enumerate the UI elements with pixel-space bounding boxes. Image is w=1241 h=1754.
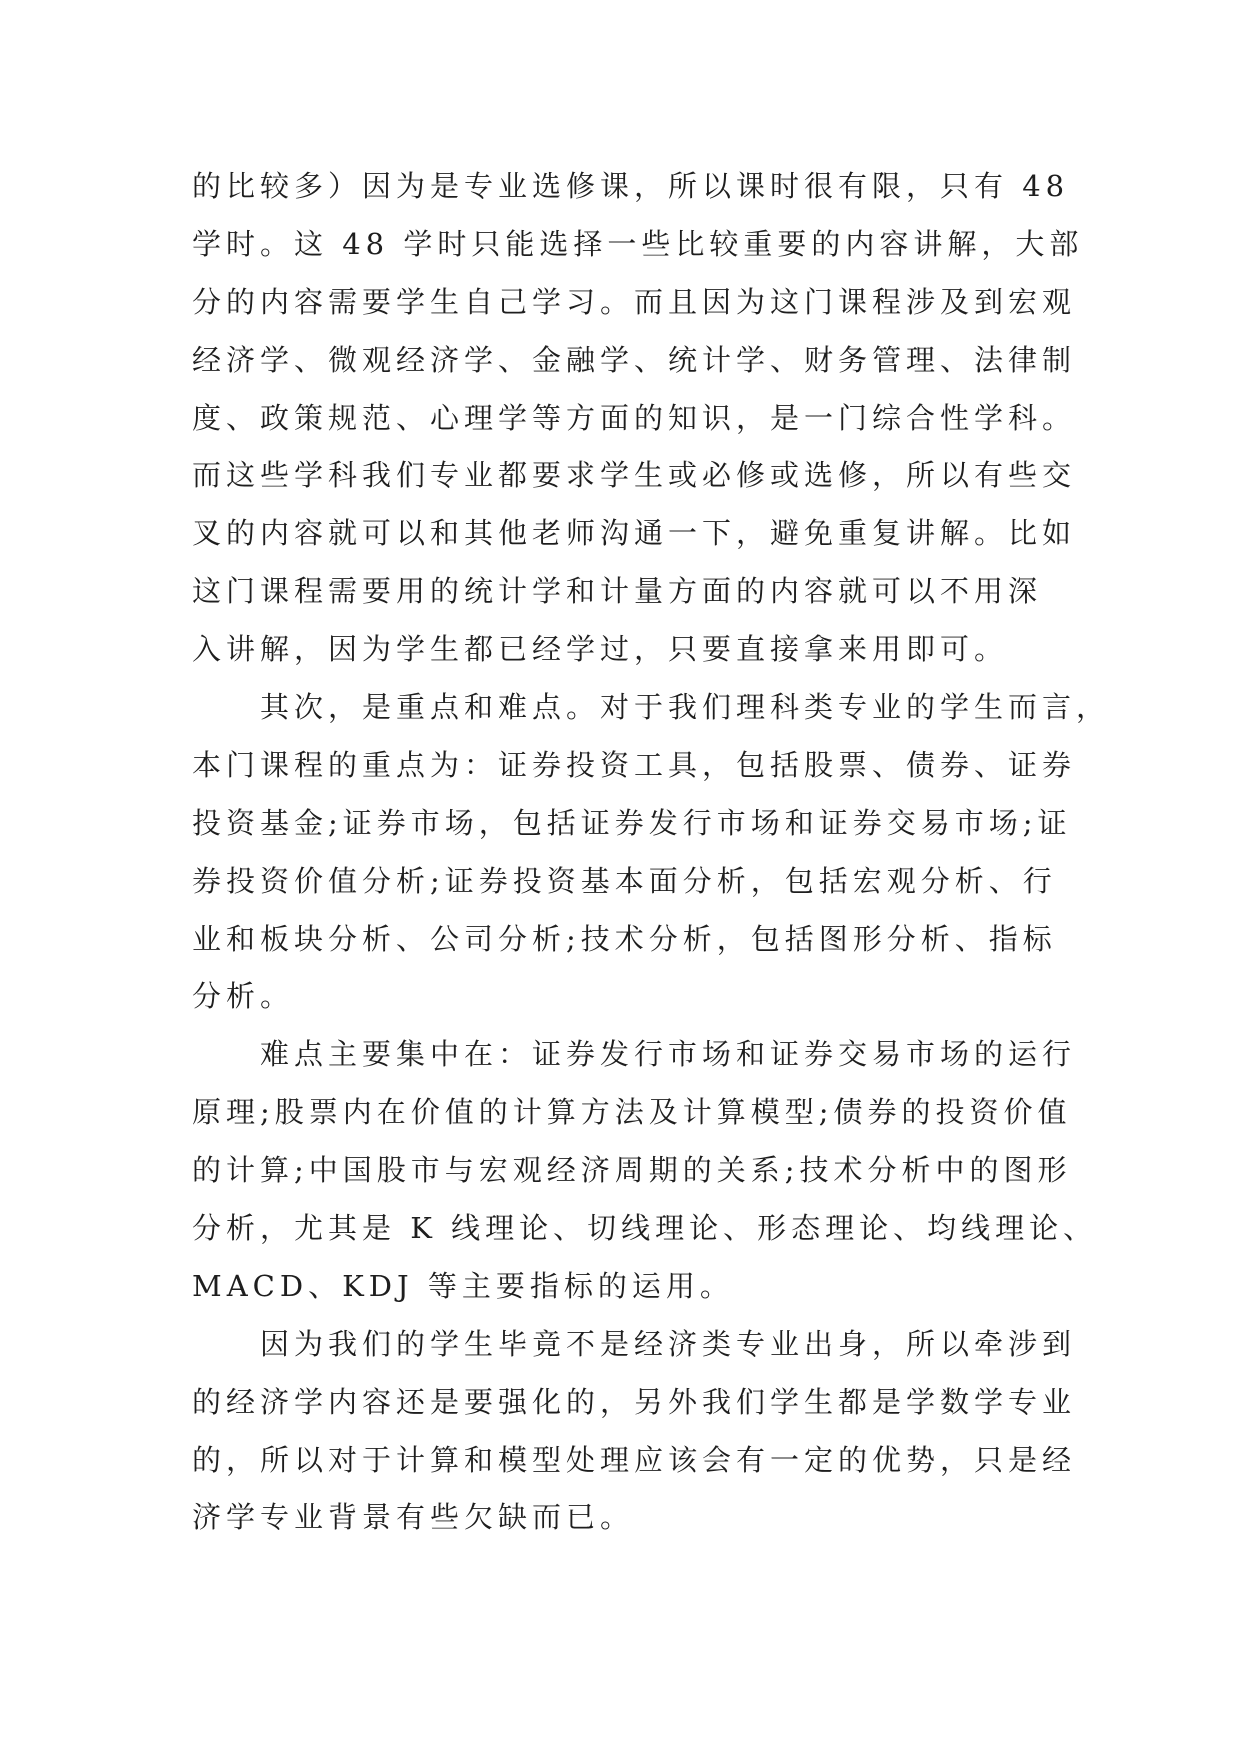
text-line: 入讲解，因为学生都已经学过，只要直接拿来用即可。 [192,632,1009,667]
text-line: 的，所以对于计算和模型处理应该会有一定的优势，只是经 [192,1442,1077,1477]
paragraph-first-line: 其次，是重点和难点。对于我们理科类专业的学生而言， [260,690,1111,725]
document-body [192,158,1111,1547]
text-line: 的计算;中国股市与宏观经济周期的关系;技术分析中的图形 [192,1153,1072,1188]
text-line: 分析。 [192,979,295,1014]
text-line: 原理;股票内在价值的计算方法及计算模型;债券的投资价值 [192,1095,1072,1130]
text-line: 叉的内容就可以和其他老师沟通一下，避免重复讲解。比如 [192,516,1077,551]
text-line: 券投资价值分析;证券投资基本面分析，包括宏观分析、行 [192,863,1057,898]
text-line: 分的内容需要学生自己学习。而且因为这门课程涉及到宏观 [192,284,1077,319]
paragraph-first-line: 因为我们的学生毕竟不是经济类专业出身，所以牵涉到 [260,1326,1077,1361]
text-line: 度、政策规范、心理学等方面的知识，是一门综合性学科。 [192,400,1077,435]
text-line: 济学专业背景有些欠缺而已。 [192,1500,635,1535]
text-line: 分析，尤其是 K 线理论、切线理论、形态理论、均线理论、 [192,1211,1098,1246]
text-line: 投资基金;证券市场，包括证券发行市场和证券交易市场;证 [192,805,1072,840]
text-line: MACD、KDJ 等主要指标的运用。 [192,1268,734,1303]
text-line: 本门课程的重点为：证券投资工具，包括股票、债券、证券 [192,747,1077,782]
text-line: 经济学、微观经济学、金融学、统计学、财务管理、法律制 [192,342,1077,377]
text-line: 的比较多）因为是专业选修课，所以课时很有限，只有 48 [192,169,1070,203]
text-line: 学时。这 48 学时只能选择一些比较重要的内容讲解，大部 [192,226,1084,261]
text-line: 业和板块分析、公司分析;技术分析，包括图形分析、指标 [192,921,1057,956]
text-line: 这门课程需要用的统计学和计量方面的内容就可以不用深 [192,574,1043,609]
text-line: 的经济学内容还是要强化的，另外我们学生都是学数学专业 [192,1384,1077,1419]
text-line: 而这些学科我们专业都要求学生或必修或选修，所以有些交 [192,458,1077,493]
paragraph-first-line: 难点主要集中在：证券发行市场和证券交易市场的运行 [260,1037,1077,1072]
